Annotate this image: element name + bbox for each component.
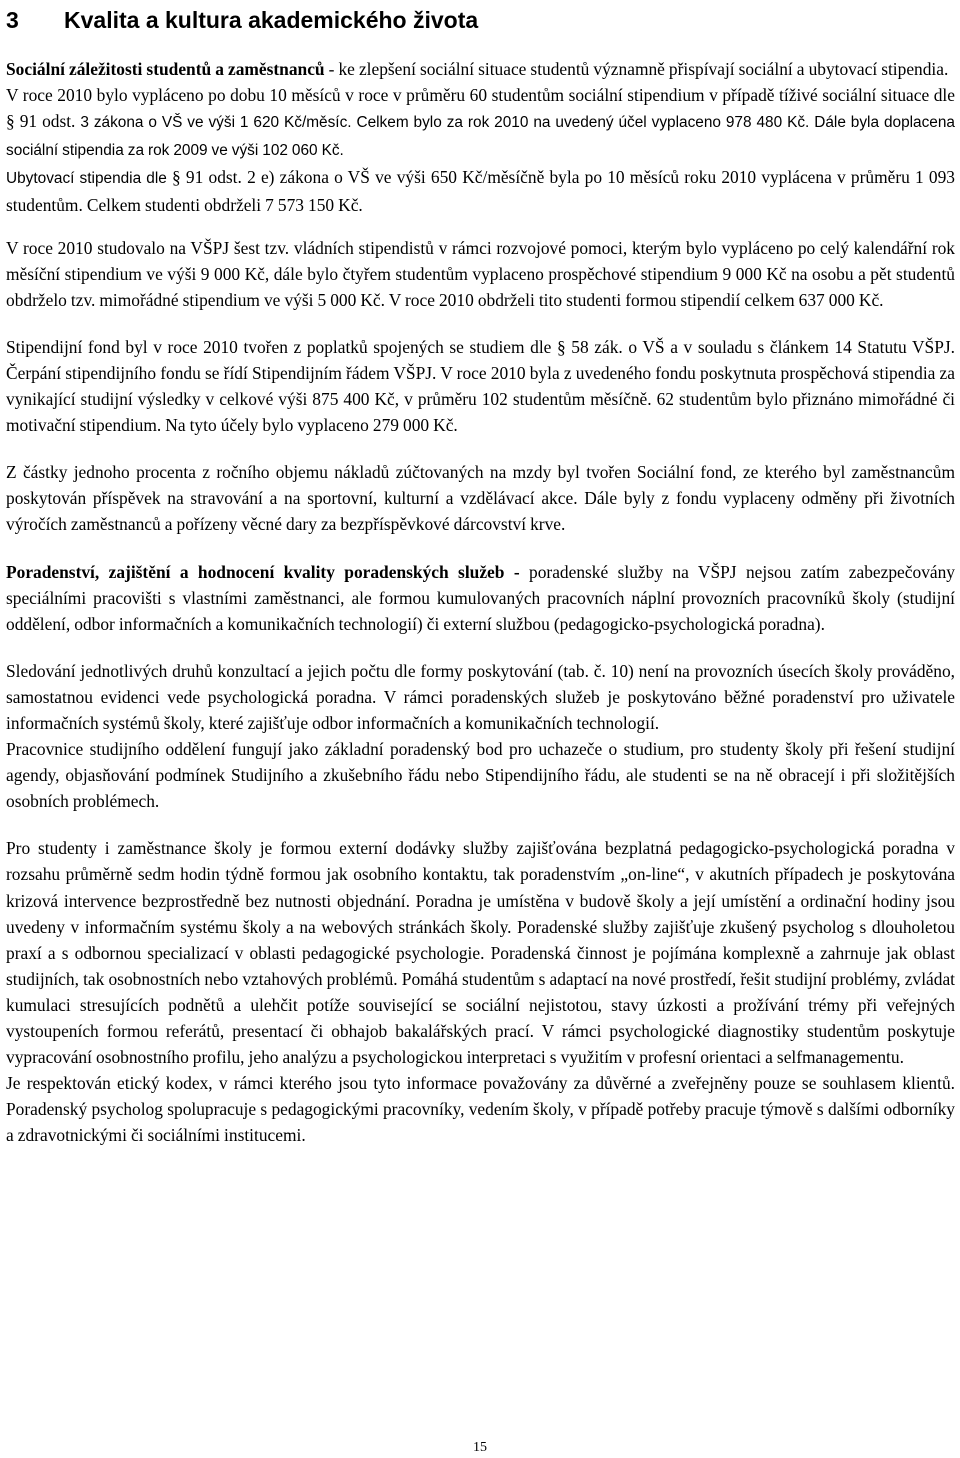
counseling-lead: Poradenství, zajištění a hodnocení kvality poradenských služeb - [6,561,520,582]
chapter-heading [6,0,955,44]
social-stipend-text: V roce 2010 bylo vypláceno po dobu 10 měsíců v roce v průměru 60 studentům sociální stipendium v případě tíživé sociální situace dle § 91 odst. [6,85,955,132]
counseling-lead-rest: poradenské služby na VŠPJ nejsou zatím zabezpečovány speciálními pracovišti s vlastními zaměstnanci, ale formou kumulovaných pracovních náplní provozních pracovníků školy (studijní oddělení, odbor informačních a komunikačních technologií) či externí službou (pedagogicko-psychologická poradna). [6,561,955,634]
chapter-title: Kvalita a kultura akademického života [64,7,479,33]
consultation-tracking-paragraph: Sledování jednotlivých druhů konzultací a jejich počtu dle formy poskytování (tab. č. 10) není na provozních úsecích školy prováděno, samostatnou evidenci vede psychologická poradna. V rámci poradenských služeb je poskytováno běžné poradenství pro uživatele informačních systémů školy, které zajišťuje odbor informačních a komunikačních technologií. [6,660,955,733]
social-fund-paragraph: Z částky jednoho procenta z ročního objemu nákladů zúčtovaných na mzdy byl tvořen Sociální fond, ze kterého byl zaměstnancům poskytován příspěvek na stravování a na sportovní, kulturní a vzdělávací akce. Dále byly z fondu vyplaceny odměny při životních výročích zaměstnanců a pořízeny věcné dary za bezpříspěvkové dárcovství krve. [6,462,955,535]
social-affairs-lead: Sociální záležitosti studentů a zaměstnanců [6,59,325,79]
study-office-paragraph: Pracovnice studijního oddělení fungují jako základní poradenský bod pro uchazeče o studium, pro studenty školy při řešení studijní agendy, objasňování podmínek Studijního a zkušebního řádu nebo Stipendijního řádu, ale studenti se na ně obracejí i při složitějších osobních problémech. [6,739,955,812]
stipend-fund-paragraph: Stipendijní fond byl v roce 2010 tvořen z poplatků spojených se studiem dle § 58 zák. o VŠ a v souladu s článkem 14 Statutu VŠPJ. Čerpání stipendijního fondu se řídí Stipendijním řádem VŠPJ. V roce 2010 byla z uvedeného fondu poskytnuta prospěchová stipendia za vynikající studijní výsledky v celkové výši 875 400 Kč, v průměru 102 studentům měsíčně. 62 studentům bylo přiznáno mimořádné či motivační stipendium. Na tyto účely bylo vyplaceno 279 000 Kč. [6,336,955,436]
counseling-intro [6,559,955,637]
accommodation-stipend-lead: Ubytovací stipendia dle [6,170,167,188]
psychological-counseling-paragraph: Pro studenty i zaměstnance školy je formou externí dodávky služby zajišťována bezplatná pedagogicko-psychologická poradna v rozsahu průměrně sedm hodin týdně formou jak osobního kontaktu, tak poradenstvím „on-line“, v akutních případech je poskytována krizová intervence bezprostředně bez nutnosti objednání. Poradna je umístěna v budově školy a její umístění a ordinační hodiny jsou uvedeny v informačním systému školy a na webových stránkách školy. Poradenské služby zajišťuje zkušený psycholog s dlouholetou praxí a s odbornou specializací v oblasti pedagogické psychologie. Poradenská činnost je pojímána komplexně a zahrnuje jak oblast studijních, tak osobnostních nebo vztahových problémů. Pomáhá studentům s adaptací na nové prostředí, řešit studijní problémy, zvládat kumulaci stresujících podnětů a ulehčit potíže související se sociální nejistotou, stavy úzkosti a prožívání trémy při veřejných vystoupeních formou referátů, presentací či obhajob bakalářských prací. V rámci psychologické diagnostiky studentům poskytuje vypracování osobnostního profilu, jeho analýzu a psychologickou interpretaci s využitím v profesní orientaci a selfmanagementu. [6,838,955,1068]
government-stipend-paragraph: V roce 2010 studovalo na VŠPJ šest tzv. vládních stipendistů v rámci rozvojové pomoci, kterým bylo vypláceno po celý kalendářní rok měsíční stipendium ve výši 9 000 Kč, dále bylo čtyřem studentům vyplaceno prospěchové stipendium 9 000 Kč na osobu a pět studentů obdrželo tzv. mimořádné stipendium ve výši 5 000 Kč. V roce 2010 obdrželi tito studenti formou stipendií celkem 637 000 Kč. [6,237,955,310]
accommodation-stipend-text: § 91 odst. 2 e) zákona o VŠ ve výši 650 Kč/měsíčně byla po 10 měsíců roku 2010 vyplácena v průměru 1 093 studentům. Celkem studenti obdrželi 7 573 150 Kč. [6,167,955,216]
page-number: 15 [473,1440,487,1455]
social-affairs-lead-rest: - ke zlepšení sociální situace studentů významně přispívají sociální a ubytovací stipendia. [324,59,949,79]
social-affairs-intro [6,56,955,219]
social-stipend-text-cont: 3 zákona o VŠ ve výši 1 620 Kč/měsíc. Celkem bylo za rok 2010 na uvedený účel vyplaceno 978 480 Kč. Dále byla doplacena sociální stipendia za rok 2009 ve výši 102 060 Kč. [6,114,955,160]
chapter-number: 3 [6,7,19,33]
ethics-code-paragraph: Je respektován etický kodex, v rámci kterého jsou tyto informace považovány za důvěrné a zveřejněny pouze se souhlasem klientů. Poradenský psycholog spolupracuje s pedagogickými pracovníky, vedením školy, v případě potřeby pracuje týmově s dalšími odborníky a zdravotnickými či sociálními institucemi. [6,1073,955,1146]
